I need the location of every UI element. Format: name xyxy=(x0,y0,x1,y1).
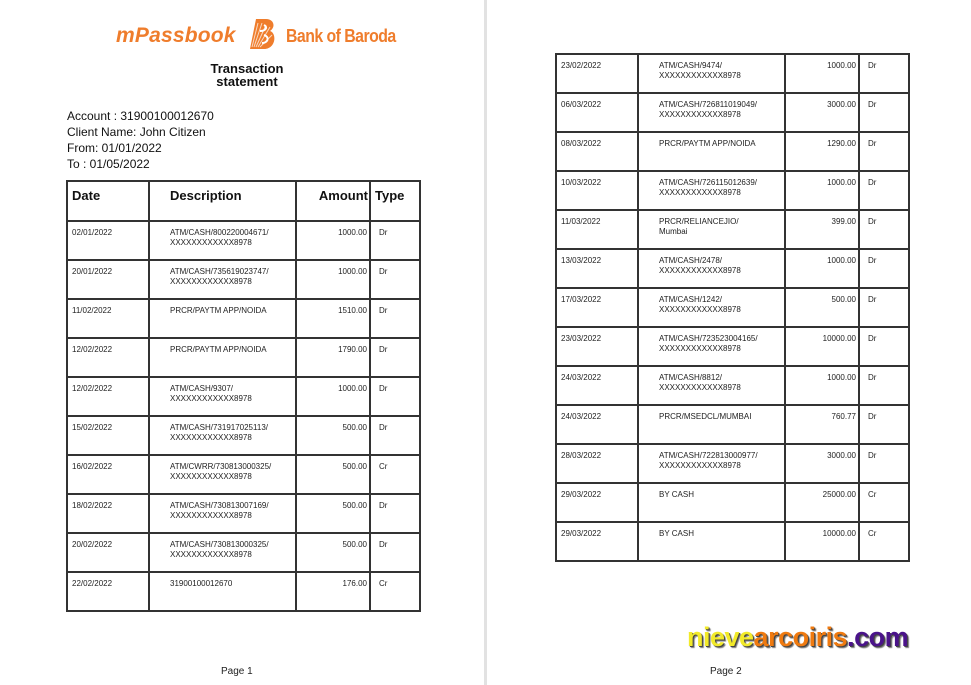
cell-date: 24/03/2022 xyxy=(556,405,638,444)
bank-name: Bank of Baroda xyxy=(285,25,396,46)
column-header-date: Date xyxy=(67,181,149,221)
account-number: Account : 31900100012670 xyxy=(67,109,214,123)
watermark-text xyxy=(687,622,908,653)
cell-description: ATM/CASH/723523004165/ XXXXXXXXXXXX8978 xyxy=(638,327,785,366)
bank-of-baroda-logo-icon xyxy=(244,17,280,56)
cell-description: ATM/CASH/800220004671/ XXXXXXXXXXXX8978 xyxy=(149,221,296,260)
table-header-row xyxy=(67,181,420,221)
cell-description: PRCR/PAYTM APP/NOIDA xyxy=(149,299,296,338)
cell-date: 29/03/2022 xyxy=(556,483,638,522)
cell-amount: 500.00 xyxy=(785,288,859,327)
table-row xyxy=(67,455,420,494)
cell-description: ATM/CASH/2478/ XXXXXXXXXXXX8978 xyxy=(638,249,785,288)
column-header-type: Type xyxy=(370,181,420,221)
cell-description: ATM/CASH/9474/ XXXXXXXXXXXX8978 xyxy=(638,54,785,93)
app-name: mPassbook xyxy=(116,24,236,47)
cell-amount: 500.00 xyxy=(296,416,370,455)
table-row xyxy=(556,171,909,210)
cell-type: Dr xyxy=(859,249,909,288)
cell-type: Dr xyxy=(370,377,420,416)
column-header-amount: Amount xyxy=(296,181,370,221)
cell-amount: 399.00 xyxy=(785,210,859,249)
cell-type: Dr xyxy=(370,260,420,299)
cell-description: ATM/CASH/726115012639/ XXXXXXXXXXXX8978 xyxy=(638,171,785,210)
table-row xyxy=(67,221,420,260)
table-row xyxy=(556,522,909,561)
cell-description: ATM/CASH/735619023747/ XXXXXXXXXXXX8978 xyxy=(149,260,296,299)
cell-amount: 1290.00 xyxy=(785,132,859,171)
table-row xyxy=(67,377,420,416)
cell-type: Dr xyxy=(859,327,909,366)
cell-type: Dr xyxy=(859,405,909,444)
cell-description: ATM/CASH/726811019049/ XXXXXXXXXXXX8978 xyxy=(638,93,785,132)
statement-page-1 xyxy=(0,0,484,685)
table-row xyxy=(556,132,909,171)
cell-date: 12/02/2022 xyxy=(67,377,149,416)
cell-type: Dr xyxy=(859,93,909,132)
cell-date: 11/03/2022 xyxy=(556,210,638,249)
cell-amount: 10000.00 xyxy=(785,327,859,366)
cell-amount: 10000.00 xyxy=(785,522,859,561)
transactions-table-page-2 xyxy=(555,53,910,562)
cell-type: Dr xyxy=(370,533,420,572)
cell-amount: 176.00 xyxy=(296,572,370,611)
account-details xyxy=(67,108,214,172)
page-number: Page 2 xyxy=(710,666,742,677)
page-number: Page 1 xyxy=(221,666,253,677)
cell-date: 22/02/2022 xyxy=(67,572,149,611)
client-name: Client Name: John Citizen xyxy=(67,125,206,139)
column-header-description: Description xyxy=(149,181,296,221)
cell-amount: 1790.00 xyxy=(296,338,370,377)
cell-type: Cr xyxy=(370,572,420,611)
cell-date: 20/01/2022 xyxy=(67,260,149,299)
cell-type: Cr xyxy=(859,522,909,561)
cell-description: ATM/CASH/730813000325/ XXXXXXXXXXXX8978 xyxy=(149,533,296,572)
cell-date: 17/03/2022 xyxy=(556,288,638,327)
title-line-2: statement xyxy=(216,74,278,89)
cell-amount: 1000.00 xyxy=(785,54,859,93)
cell-type: Dr xyxy=(859,366,909,405)
cell-date: 12/02/2022 xyxy=(67,338,149,377)
cell-description: ATM/CWRR/730813000325/ XXXXXXXXXXXX8978 xyxy=(149,455,296,494)
cell-description: ATM/CASH/8812/ XXXXXXXXXXXX8978 xyxy=(638,366,785,405)
cell-description: ATM/CASH/9307/ XXXXXXXXXXXX8978 xyxy=(149,377,296,416)
cell-date: 28/03/2022 xyxy=(556,444,638,483)
cell-amount: 1000.00 xyxy=(785,366,859,405)
page-title xyxy=(180,62,314,88)
watermark-part-2: arcoiris xyxy=(753,622,848,652)
cell-description: PRCR/PAYTM APP/NOIDA xyxy=(638,132,785,171)
cell-amount: 1000.00 xyxy=(785,171,859,210)
cell-type: Dr xyxy=(370,221,420,260)
table-row xyxy=(556,444,909,483)
table-row xyxy=(67,416,420,455)
table-row xyxy=(556,483,909,522)
cell-amount: 1000.00 xyxy=(296,377,370,416)
table-row xyxy=(556,249,909,288)
cell-amount: 500.00 xyxy=(296,533,370,572)
cell-date: 10/03/2022 xyxy=(556,171,638,210)
cell-amount: 3000.00 xyxy=(785,93,859,132)
cell-type: Cr xyxy=(370,455,420,494)
cell-date: 11/02/2022 xyxy=(67,299,149,338)
cell-amount: 1000.00 xyxy=(785,249,859,288)
date-to: To : 01/05/2022 xyxy=(67,157,150,171)
table-row xyxy=(67,299,420,338)
cell-type: Dr xyxy=(859,444,909,483)
cell-amount: 760.77 xyxy=(785,405,859,444)
cell-date: 02/01/2022 xyxy=(67,221,149,260)
cell-type: Cr xyxy=(859,483,909,522)
cell-description: ATM/CASH/730813007169/ XXXXXXXXXXXX8978 xyxy=(149,494,296,533)
cell-date: 13/03/2022 xyxy=(556,249,638,288)
cell-amount: 25000.00 xyxy=(785,483,859,522)
cell-type: Dr xyxy=(859,210,909,249)
cell-amount: 500.00 xyxy=(296,455,370,494)
cell-description: PRCR/MSEDCL/MUMBAI xyxy=(638,405,785,444)
table-row xyxy=(67,260,420,299)
cell-date: 16/02/2022 xyxy=(67,455,149,494)
cell-description: PRCR/PAYTM APP/NOIDA xyxy=(149,338,296,377)
table-row xyxy=(556,405,909,444)
table-row xyxy=(67,494,420,533)
cell-date: 24/03/2022 xyxy=(556,366,638,405)
cell-description: BY CASH xyxy=(638,522,785,561)
table-row xyxy=(556,288,909,327)
date-from: From: 01/01/2022 xyxy=(67,141,162,155)
cell-date: 08/03/2022 xyxy=(556,132,638,171)
cell-type: Dr xyxy=(370,416,420,455)
cell-type: Dr xyxy=(859,171,909,210)
cell-amount: 1000.00 xyxy=(296,260,370,299)
table-row xyxy=(556,210,909,249)
cell-description: BY CASH xyxy=(638,483,785,522)
table-row xyxy=(67,338,420,377)
watermark-part-3: .com xyxy=(847,622,909,652)
cell-type: Dr xyxy=(859,54,909,93)
cell-type: Dr xyxy=(859,132,909,171)
statement-page-2 xyxy=(487,0,971,685)
table-row xyxy=(556,54,909,93)
cell-date: 18/02/2022 xyxy=(67,494,149,533)
cell-description: PRCR/RELIANCEJIO/ Mumbai xyxy=(638,210,785,249)
watermark-part-1: nieve xyxy=(687,622,754,652)
table-row xyxy=(556,327,909,366)
cell-amount: 3000.00 xyxy=(785,444,859,483)
cell-date: 06/03/2022 xyxy=(556,93,638,132)
header-logo xyxy=(116,18,410,54)
cell-description: ATM/CASH/722813000977/ XXXXXXXXXXXX8978 xyxy=(638,444,785,483)
title-line-1: Transaction xyxy=(210,61,284,76)
cell-date: 23/02/2022 xyxy=(556,54,638,93)
cell-type: Dr xyxy=(859,288,909,327)
cell-type: Dr xyxy=(370,299,420,338)
cell-date: 15/02/2022 xyxy=(67,416,149,455)
cell-type: Dr xyxy=(370,338,420,377)
cell-description: ATM/CASH/731917025113/ XXXXXXXXXXXX8978 xyxy=(149,416,296,455)
cell-date: 23/03/2022 xyxy=(556,327,638,366)
cell-date: 29/03/2022 xyxy=(556,522,638,561)
table-row xyxy=(556,366,909,405)
cell-amount: 1510.00 xyxy=(296,299,370,338)
cell-description: ATM/CASH/1242/ XXXXXXXXXXXX8978 xyxy=(638,288,785,327)
cell-type: Dr xyxy=(370,494,420,533)
cell-amount: 500.00 xyxy=(296,494,370,533)
table-row xyxy=(67,572,420,611)
cell-date: 20/02/2022 xyxy=(67,533,149,572)
transactions-table-page-1 xyxy=(66,180,421,612)
cell-amount: 1000.00 xyxy=(296,221,370,260)
table-row xyxy=(556,93,909,132)
cell-description: 31900100012670 xyxy=(149,572,296,611)
table-row xyxy=(67,533,420,572)
